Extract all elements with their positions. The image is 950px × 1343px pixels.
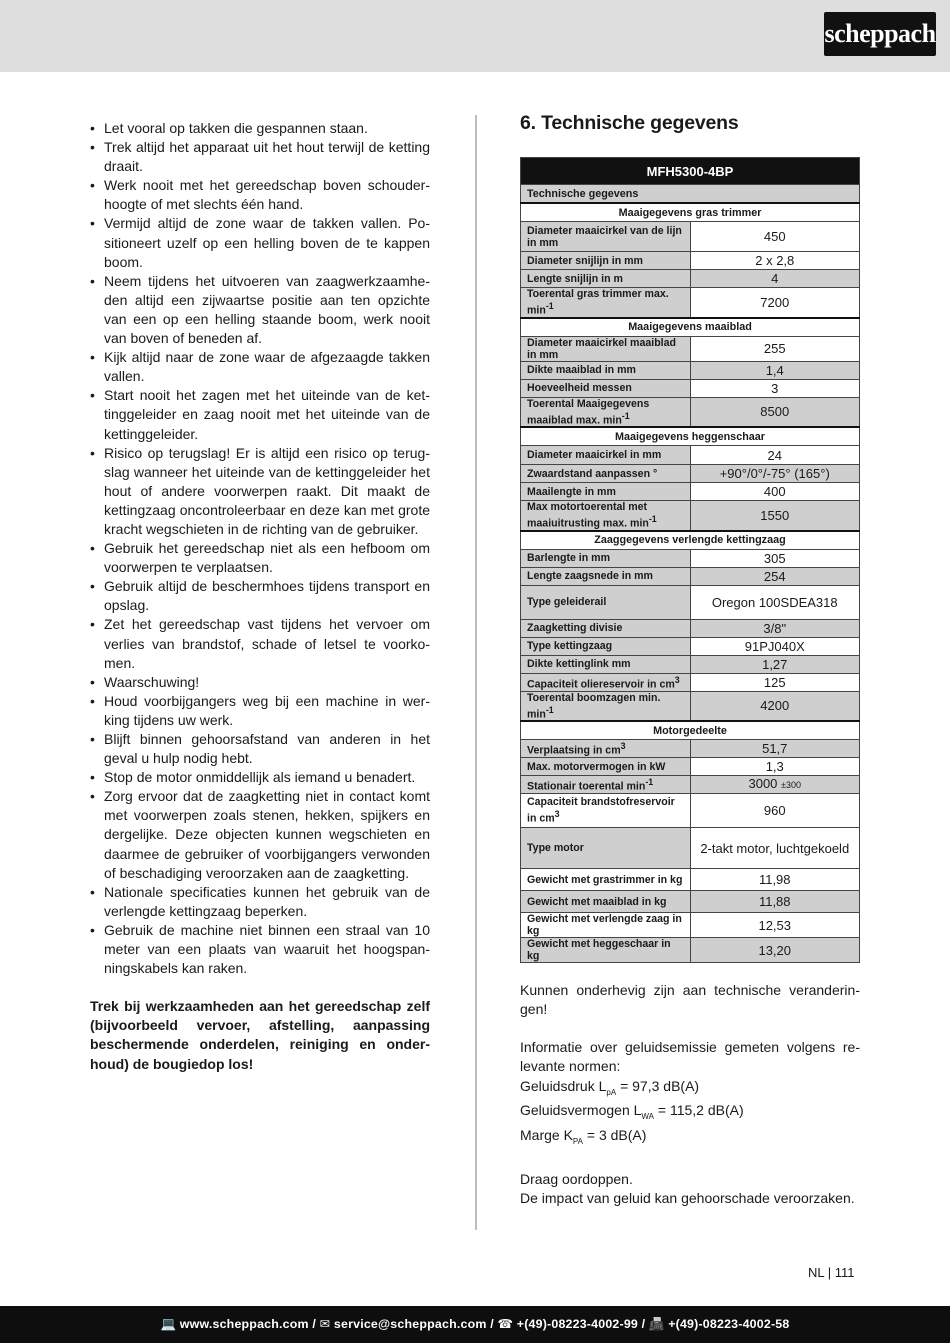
spec-label: Dikte kettinglink mm <box>521 655 691 673</box>
list-item: • Gebruik het gereedschap niet als een hefboom om voorwerpen te verplaatsen. <box>90 539 430 577</box>
spec-value: 4 <box>690 270 860 288</box>
spec-label: Max. motorvermogen in kW <box>521 758 691 776</box>
spec-value: 305 <box>690 549 860 567</box>
list-item: • Nationale specificaties kunnen het gebruik van de verlengde kettingzaag beperken. <box>90 883 430 921</box>
spec-label: Gewicht met grastrimmer in kg <box>521 869 691 891</box>
brand-logo: scheppach <box>824 12 936 56</box>
spec-value: 3 <box>690 379 860 397</box>
spec-value: 2 x 2,8 <box>690 252 860 270</box>
spec-label: Capaciteit brandstofreservoir in $cm^3$ <box>521 794 691 828</box>
spec-value: 13,20 <box>690 938 860 963</box>
spec-label: Verplaatsing in $cm^3$ <box>521 740 691 758</box>
table-subheader: Technische gegevens <box>521 185 860 204</box>
spec-label: Type geleiderail <box>521 585 691 619</box>
spec-value: 255 <box>690 336 860 361</box>
spec-label: Type kettingzaag <box>521 637 691 655</box>
list-item: • Zorg ervoor dat de zaagketting niet in contact komt met voorwerpen zoals stenen, hekken, spijkers en dergelijke. Deze objecten kunnen wegschieten en daarmee de gebruiker of voorbijgangers verwonden of beschadiging veroorzaken aan de zaagketting. <box>90 787 430 882</box>
spec-value: Oregon 100SDEA318 <box>690 585 860 619</box>
list-item: • Risico op terugslag! Er is altijd een risico op terugslag wanneer het uiteinde van de kettinggeleider het hout of andere voorwerpen raakt. Dit maakt de kettingzaag oncontroleerbaar en deze kan met grote kracht wegschieten in de richting van de gebruiker. <box>90 444 430 539</box>
model-header: MFH5300-4BP <box>521 158 860 185</box>
spec-label: Dikte maaiblad in mm <box>521 361 691 379</box>
spec-value: 1,4 <box>690 361 860 379</box>
spec-label: Diameter maaicirkel in mm <box>521 446 691 465</box>
spec-label: Max motortoerental met maaiuitrusting max. $\min^{-1}$ <box>521 501 691 531</box>
spec-label: Barlengte in mm <box>521 549 691 567</box>
section-grass-trimmer: Maaigegevens gras trimmer <box>521 203 860 222</box>
section-chainsaw: Zaaggegevens verlengde kettingzaag <box>521 531 860 550</box>
header-band <box>0 0 950 72</box>
contact-footer: 💻 www.scheppach.com / ✉ service@scheppach.com / ☎ +(49)-08223-4002-99 / 📠 +(49)-08223-4002-58 <box>0 1306 950 1343</box>
spec-value: 254 <box>690 567 860 585</box>
spec-value: 960 <box>690 794 860 828</box>
spec-label: Gewicht met heggeschaar in kg <box>521 938 691 963</box>
list-item: • Neem tijdens het uitvoeren van zaagwerkzaamheden altijd een zijwaartse positie aan ten opzichte van een op een helling staande boom, werk nooit van boven of beneden af. <box>90 272 430 348</box>
list-item: • Start nooit het zagen met het uiteinde van de kettinggeleider en zaag nooit met het uiteinde van de kettinggeleider. <box>90 386 430 443</box>
safety-bullet-list <box>90 119 430 978</box>
technical-data-column <box>520 112 860 1208</box>
noise-impact-note: De impact van geluid kan gehoorschade veroorzaken. <box>520 1190 855 1207</box>
sound-power: Geluidsvermogen $L_{WA} = 115,2$ dB(A) <box>520 1102 744 1122</box>
spec-label: Diameter maaicirkel maaiblad in mm <box>521 336 691 361</box>
list-item: • Gebruik altijd de beschermhoes tijdens transport en opslag. <box>90 577 430 615</box>
list-item: • Gebruik de machine niet binnen een straal van 10 meter van een plaats van waaruit het hoogspanningskabels kan raken. <box>90 921 430 978</box>
list-item: • Werk nooit met het gereedschap boven schouderhoogte of met slechts één hand. <box>90 176 430 214</box>
spec-label: Gewicht met maaiblad in kg <box>521 891 691 913</box>
spec-label: Zaagketting divisie <box>521 619 691 637</box>
list-item: • Let vooral op takken die gespannen staan. <box>90 119 430 138</box>
technical-change-note: Kunnen onderhevig zijn aan technische veranderingen! <box>520 982 860 1018</box>
spec-value: 125 <box>690 673 860 691</box>
spec-label: Toerental boomzagen min. $\min^{-1}$ <box>521 691 691 721</box>
spec-value: 91PJ040X <box>690 637 860 655</box>
spec-label: Type motor <box>521 828 691 869</box>
spec-label: Diameter maaicirkel van de lijn in mm <box>521 222 691 252</box>
spec-value: 1,27 <box>690 655 860 673</box>
spec-label: Hoeveelheid messen <box>521 379 691 397</box>
section-blade: Maaigegevens maaiblad <box>521 318 860 337</box>
uncertainty: Marge $K_{PA} = 3$ dB(A) <box>520 1127 647 1147</box>
spec-label: Zwaardstand aanpassen ° <box>521 465 691 483</box>
list-item: • Houd voorbijgangers weg bij een machine in werking tijdens uw werk. <box>90 692 430 730</box>
spec-label: Capaciteit oliereservoir in $cm^3$ <box>521 673 691 691</box>
spec-label: Maailengte in mm <box>521 483 691 501</box>
spec-value: 2-takt motor, luchtgekoeld <box>690 828 860 869</box>
spec-value: 3/8" <box>690 619 860 637</box>
spec-value: 400 <box>690 483 860 501</box>
column-divider <box>475 115 477 1230</box>
list-item: • Waarschuwing! <box>90 673 430 692</box>
spark-plug-warning: Trek bij werkzaamheden aan het gereedschap zelf (bijvoorbeeld vervoer, afstelling, aanpassing beschermende onderdelen, reiniging en onderhoud) de bougiedop los! <box>90 998 430 1072</box>
spec-value: 8500 <box>690 397 860 427</box>
spec-label: Lengte zaagsnede in mm <box>521 567 691 585</box>
notes-block <box>520 981 860 1208</box>
spec-label: Gewicht met verlengde zaag in kg <box>521 913 691 938</box>
list-item: • Stop de motor onmiddellijk als iemand u benadert. <box>90 768 430 787</box>
page-number: NL | 111 <box>808 1265 855 1280</box>
noise-intro: Informatie over geluidsemissie gemeten volgens relevante normen: <box>520 1039 860 1075</box>
spec-value: 1,3 <box>690 758 860 776</box>
list-item: • Trek altijd het apparaat uit het hout terwijl de ketting draait. <box>90 138 430 176</box>
spec-value: 24 <box>690 446 860 465</box>
section-motor: Motorgedeelte <box>521 721 860 740</box>
spec-label: Toerental Maaigegevens maaiblad max. $\min^{-1}$ <box>521 397 691 427</box>
spec-value: 11,98 <box>690 869 860 891</box>
list-item: • Blijft binnen gehoorsafstand van anderen in het geval u hulp nodig hebt. <box>90 730 430 768</box>
spec-value: 1550 <box>690 501 860 531</box>
ear-protection-note: Draag oordoppen. <box>520 1171 633 1188</box>
section-title: 6. Technische gegevens <box>520 112 739 134</box>
spec-value: +90°/0°/-75° (165°) <box>690 465 860 483</box>
list-item: • Zet het gereedschap vast tijdens het vervoer om verlies van brandstof, schade of letsel te voorkomen. <box>90 615 430 672</box>
sound-pressure: Geluidsdruk $L_{pA} = 97,3$ dB(A) <box>520 1077 700 1097</box>
list-item: • Vermijd altijd de zone waar de takken vallen. Positioneert uzelf op een helling boven de te kappen boom. <box>90 214 430 271</box>
section-hedge-trimmer: Maaigegevens heggenschaar <box>521 427 860 446</box>
list-item: • Kijk altijd naar de zone waar de afgezaagde takken vallen. <box>90 348 430 386</box>
safety-column <box>90 119 430 1074</box>
spec-value: 4200 <box>690 691 860 721</box>
spec-value: 7200 <box>690 288 860 318</box>
spec-label: Lengte snijlijn in m <box>521 270 691 288</box>
spec-label: Stationair toerental $\min^{-1}$ <box>521 776 691 794</box>
spec-value: 51,7 <box>690 740 860 758</box>
spec-value: 3000 ±300 <box>690 776 860 794</box>
spec-value: 12,53 <box>690 913 860 938</box>
spec-table <box>520 157 860 963</box>
spec-value: 11,88 <box>690 891 860 913</box>
spec-value: 450 <box>690 222 860 252</box>
spec-label: Toerental gras trimmer max. $\min^{-1}$ <box>521 288 691 318</box>
spec-label: Diameter snijlijn in mm <box>521 252 691 270</box>
